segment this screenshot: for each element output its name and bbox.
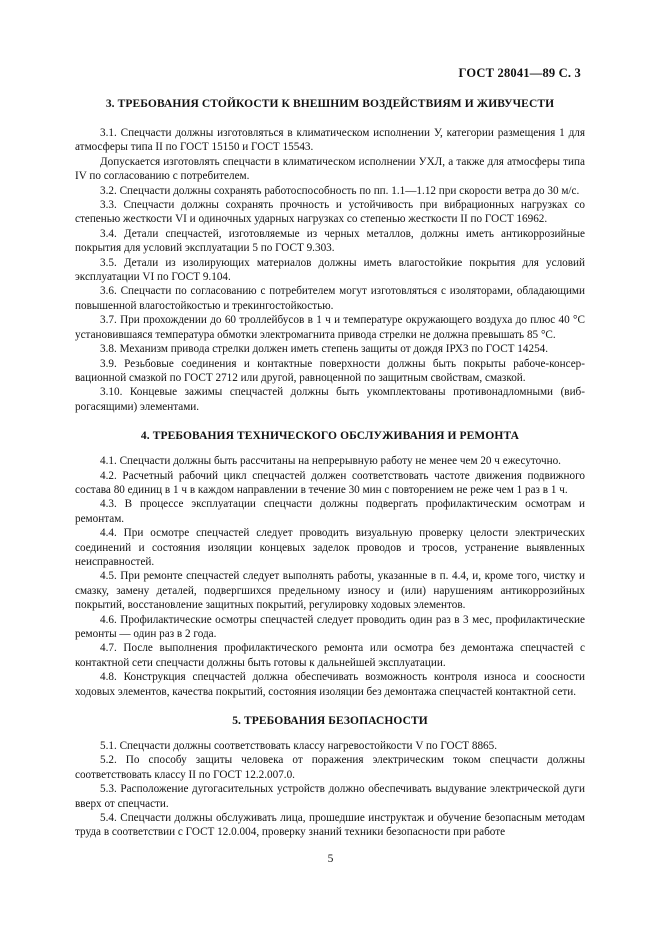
- paragraph: 4.5. При ремонте спецчастей следует выполнять работы, указанные в п. 4.4, и, кроме того, чистку и смазку, замену деталей, подвергшихся предельному износу и (или) нарушениям антикоррозийных покрытий, восстановление защитных покрытий, регулировку ходовых элементов.: [75, 570, 585, 612]
- section-3: [75, 97, 585, 414]
- document-body: [75, 97, 585, 840]
- paragraph: 5.4. Спецчасти должны обслуживать лица, прошедшие инструктаж и обучение безопасным методам труда в соответствии с ГОСТ 12.0.004, проверку знаний техники безопасности при работе: [75, 812, 585, 839]
- paragraph: 3.9. Резьбовые соединения и контактные поверхности должны быть покрыты рабоче-консервационной смазкой по ГОСТ 2712 или другой, равноценной по защитным свойствам, смазкой.: [75, 357, 585, 384]
- paragraph: 4.1. Спецчасти должны быть рассчитаны на непрерывную работу не менее чем 20 ч ежесуточно.: [100, 455, 561, 468]
- paragraph: 5.2. По способу защиты человека от поражения электрическим током спецчасти должны соответствовать классу II по ГОСТ 12.2.007.0.: [75, 754, 585, 781]
- page-number: 5: [327, 853, 334, 865]
- paragraph: 3.5. Детали из изолирующих материалов должны иметь влагостойкие покрытия для условий эксплуатации VI по ГОСТ 9.104.: [75, 256, 585, 284]
- paragraph: 3.4. Детали спецчастей, изготовляемые из черных металлов, должны иметь антикоррозийные покрытия для условий эксплуатации 5 по ГОСТ 9.303.: [75, 227, 585, 255]
- paragraph: 4.4. При осмотре спецчастей следует проводить визуальную проверку целости электрических соединений и состояния изоляции концевых заделок проводов и тросов, устранение выявленных неисправностей.: [75, 527, 585, 568]
- paragraph: 4.6. Профилактические осмотры спецчастей следует проводить один раз в 3 мес, профилактические ремонты — один раз в 2 года.: [75, 613, 585, 640]
- paragraph: 5.1. Спецчасти должны соответствовать классу нагревостойкости V по ГОСТ 8865.: [100, 740, 498, 753]
- paragraph: 3.6. Спецчасти по согласованию с потребителем могут изготовляться с изоляторами, обладающими повышенной влагостойкостью и трекингостойкостью.: [75, 285, 585, 312]
- paragraph: 5.3. Расположение дугогасительных устройств должно обеспечивать выдувание электрической дуги вверх от спецчасти.: [75, 783, 585, 810]
- paragraph: 3.7. При прохождении до 60 троллейбусов в 1 ч и температуре окружающего воздуха до плюс 40 °С установившаяся температура обмотки электромагнита привода стрелки не должна превышать 85 °С.: [75, 314, 585, 341]
- running-header: ГОСТ 28041—89 С. 3: [458, 66, 581, 80]
- section-title: 4. ТРЕБОВАНИЯ ТЕХНИЧЕСКОГО ОБСЛУЖИВАНИЯ И РЕМОНТА: [140, 430, 520, 443]
- section-4: [75, 429, 585, 699]
- section-title: 5. ТРЕБОВАНИЯ БЕЗОПАСНОСТИ: [232, 715, 428, 728]
- paragraph: 3.10. Концевые зажимы спецчастей должны быть укомплектованы противонадломными (виброгасящими) элементами.: [75, 386, 585, 413]
- paragraph: 4.8. Конструкция спецчастей должна обеспечивать возможность контроля износа и соосности ходовых элементов, качества покрытий, состояния изоляции без демонтажа спецчастей контактной сети.: [75, 671, 585, 698]
- paragraph: Допускается изготовлять спецчасти в климатическом исполнении УХЛ, а также для атмосферы типа IV по согласованию с потребителем.: [75, 155, 585, 183]
- paragraph: 3.1. Спецчасти должны изготовляться в климатическом исполнении У, категории размещения 1 для атмосферы типа II по ГОСТ 15150 и ГОСТ 15543.: [75, 127, 585, 154]
- section-title: 3. ТРЕБОВАНИЯ СТОЙКОСТИ К ВНЕШНИМ ВОЗДЕЙСТВИЯМ И ЖИВУЧЕСТИ: [105, 98, 555, 110]
- paragraph: 3.3. Спецчасти должны сохранять прочность и устойчивость при вибрационных нагрузках со степенью жесткости VI и одиночных ударных нагрузках со степенью жесткости II по ГОСТ 16962.: [75, 199, 585, 226]
- paragraph: 3.2. Спецчасти должны сохранять работоспособность по пп. 1.1—1.12 при скорости ветра до 30 м/с.: [100, 184, 580, 197]
- paragraph: 4.3. В процессе эксплуатации спецчасти должны подвергать профилактическим осмотрам и ремонтам.: [75, 498, 585, 525]
- paragraph: 4.7. После выполнения профилактического ремонта или осмотра без демонтажа спецчастей с контактной сети спецчасти должны быть готовы к дальнейшей эксплуатации.: [75, 642, 585, 669]
- paragraph: 4.2. Расчетный рабочий цикл спецчастей должен соответствовать частоте движения подвижного состава 80 единиц в 1 ч в каждом направлении в течение 30 мин с повторением не реже чем 1 раз в 1 ч.: [75, 469, 585, 496]
- paragraph: 3.8. Механизм привода стрелки должен иметь степень защиты от дождя IРХ3 по ГОСТ 14254.: [100, 343, 549, 356]
- section-5: [75, 714, 585, 840]
